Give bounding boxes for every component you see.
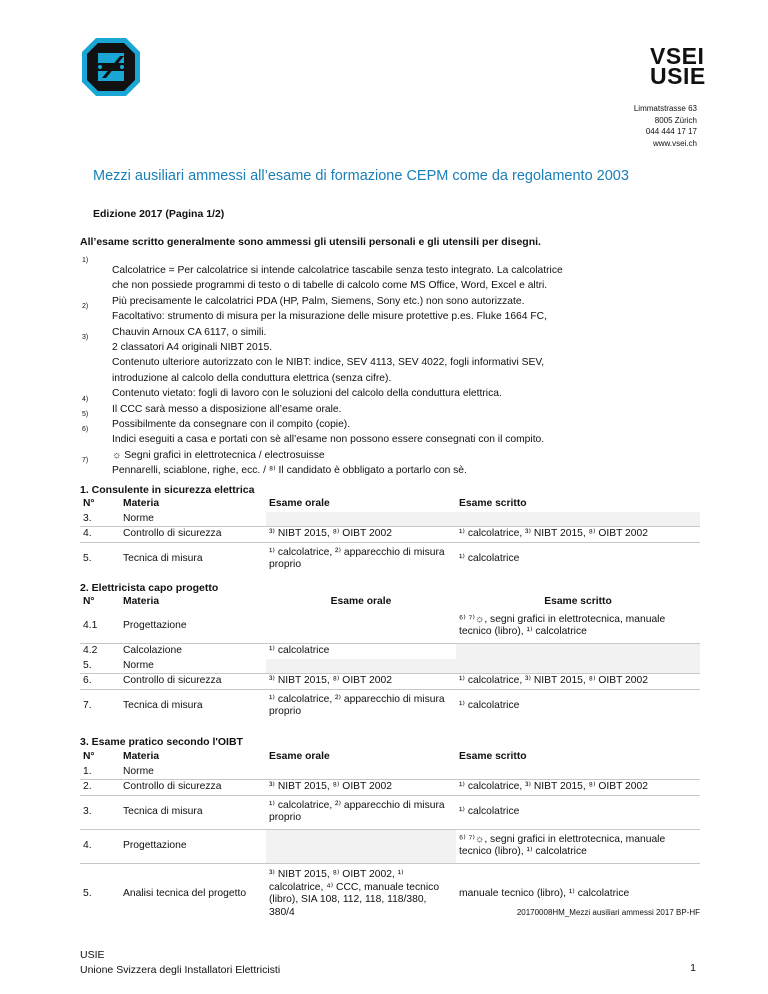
brand-wordmark (650, 43, 706, 89)
col-header-oral: Esame orale (269, 751, 330, 762)
row-subject: Controllo di sicurezza (120, 780, 266, 796)
row-written: ⁶⁾ ⁷⁾☼, segni grafici in elettrotecnica, manuale tecnico (libro), ¹⁾ calcolatrice (456, 610, 700, 644)
row-num: 1. (80, 765, 120, 780)
section-3-title: 3. Esame pratico secondo l'OIBT (80, 736, 243, 748)
row-oral (266, 610, 456, 644)
row-num: 5. (80, 659, 120, 674)
document-code: 20170008HM_Mezzi ausiliari ammessi 2017 BP-HF (516, 908, 700, 917)
section-2-table (80, 595, 700, 723)
row-num: 4. (80, 527, 120, 543)
footer-organization (80, 948, 280, 978)
address-city: 8005 Zürich (654, 115, 697, 125)
row-num: 5. (83, 553, 92, 564)
row-oral: ¹⁾ calcolatrice (269, 645, 330, 656)
brand-line-2: USIE (650, 63, 706, 89)
row-subject: Controllo di sicurezza (120, 674, 266, 690)
row-written: manuale tecnico (libro), ¹⁾ calcolatrice (459, 888, 630, 899)
row-oral (266, 659, 456, 674)
org-short-name: USIE (80, 949, 105, 961)
address-website: www.vsei.ch (652, 138, 697, 148)
row-subject: Norme (120, 512, 266, 527)
row-num: 3. (80, 795, 120, 829)
row-subject: Norme (120, 765, 266, 780)
footnotes-list (80, 257, 700, 479)
col-header-oral: Esame orale (330, 596, 392, 607)
section-3-table (80, 750, 700, 925)
row-subject: Calcolazione (123, 645, 182, 656)
row-written: ¹⁾ calcolatrice, ³⁾ NIBT 2015, ⁸⁾ OIBT 2002 (456, 674, 700, 690)
row-written: ¹⁾ calcolatrice (459, 700, 520, 711)
row-oral (266, 765, 456, 780)
row-num: 4.1 (80, 610, 120, 644)
section-1-table (80, 497, 700, 576)
address-street: Limmatstrasse 63 (633, 104, 697, 113)
row-oral: ³⁾ NIBT 2015, ⁸⁾ OIBT 2002 (266, 780, 456, 796)
row-subject: Tecnica di misura (120, 795, 266, 829)
col-header-written: Esame scritto (459, 751, 527, 762)
col-header-subject: Materia (123, 596, 160, 607)
section-1-title: 1. Consulente in sicurezza elettrica (80, 484, 255, 496)
intro-statement: All’esame scritto generalmente sono ammessi gli utensili personali e gli utensili per disegni. (80, 236, 541, 248)
row-written: ⁶⁾ ⁷⁾☼, segni grafici in elettrotecnica, manuale tecnico (libro), ¹⁾ calcolatrice (456, 829, 700, 863)
col-header-written: Esame scritto (459, 498, 527, 509)
row-written (456, 512, 700, 527)
col-header-subject: Materia (123, 751, 160, 762)
row-num: 3. (80, 512, 120, 527)
row-subject: Progettazione (120, 610, 266, 644)
col-header-num: N° (83, 498, 95, 509)
footnote-3: 3) 2 classatori A4 originali NIBT 2015. Contenuto ulteriore autorizzato con le NIBT: indice, SEV 4113, SEV 4022, fogli informativi SEV, introduzione al calcolo della conduttura elettrica (senza cifre). Contenuto vietato: fogli di lavoro con le soluzioni del calcolo della conduttura elettrica. (82, 334, 545, 400)
footnote-2: 2) Facoltativo: strumento di misura per la misurazione delle misure protettive p.es. Fluke 1664 FC, Chauvin Arnoux CA 6117, o simili. (82, 303, 547, 338)
row-written (456, 659, 700, 674)
footnote-4: 4) Il CCC sarà messo a disposizione all’esame orale. (82, 395, 342, 415)
row-written: ¹⁾ calcolatrice, ³⁾ NIBT 2015, ⁸⁾ OIBT 2002 (456, 527, 700, 543)
row-oral: ³⁾ NIBT 2015, ⁸⁾ OIBT 2002 (266, 674, 456, 690)
org-full-name: Unione Svizzera degli Installatori Elettricisti (80, 964, 281, 976)
document-title: Mezzi ausiliari ammessi all’esame di formazione CEPM come da regolamento 2003 (93, 168, 629, 184)
row-subject: Tecnica di misura (123, 700, 203, 711)
row-oral (266, 512, 456, 527)
row-oral: ³⁾ NIBT 2015, ⁸⁾ OIBT 2002 (266, 527, 456, 543)
row-written (456, 765, 700, 780)
row-written: ¹⁾ calcolatrice, ³⁾ NIBT 2015, ⁸⁾ OIBT 2002 (456, 780, 700, 796)
row-oral: ¹⁾ calcolatrice, ²⁾ apparecchio di misura proprio (269, 546, 445, 571)
address-phone: 044 444 17 17 (645, 127, 697, 136)
row-subject: Controllo di sicurezza (120, 527, 266, 543)
edition-line: Edizione 2017 (Pagina 1/2) (93, 208, 225, 220)
row-written: ¹⁾ calcolatrice (459, 553, 520, 564)
row-subject: Analisi tecnica del progetto (123, 888, 247, 899)
col-header-written: Esame scritto (544, 596, 612, 607)
row-oral: ¹⁾ calcolatrice, ²⁾ apparecchio di misura proprio (269, 693, 445, 718)
row-written: ¹⁾ calcolatrice (456, 795, 700, 829)
row-num: 7. (83, 700, 92, 711)
footnote-6: 6) Indici eseguiti a casa e portati con sè all’esame non possono essere consegnati con il compito. ☼ Segni grafici in elettrotecnica / electrosuisse (82, 426, 545, 461)
usie-logo (80, 36, 142, 98)
row-num: 2. (80, 780, 120, 796)
row-num: 4.2 (83, 645, 98, 656)
row-subject: Norme (120, 659, 266, 674)
address-block (634, 103, 697, 149)
footnote-1: 1) Calcolatrice = Per calcolatrice si intende calcolatrice tascabile senza testo integrato. La calcolatrice che non possiede programmi di testo o di tabelle di calcolo come MS Office, Word, Excel e altri. Più precisamente le calcolatrici PDA (HP, Palm, Siemens, Sony etc.) non sono autorizzate. (82, 257, 563, 307)
col-header-num: N° (83, 596, 95, 607)
row-num: 5. (83, 888, 92, 899)
footnote-5: 5) Possibilmente da consegnare con il compito (copie). (82, 411, 351, 431)
row-subject: Progettazione (120, 829, 266, 863)
row-subject: Tecnica di misura (123, 553, 203, 564)
row-oral (266, 829, 456, 863)
row-oral: ³⁾ NIBT 2015, ⁸⁾ OIBT 2002, ¹⁾ calcolatrice, ⁴⁾ CCC, manuale tecnico (libro), SIA 108, 112, 118, 118/380, 380/4 (269, 869, 440, 918)
page-number: 1 (690, 962, 696, 974)
row-written (456, 644, 700, 659)
footnote-7: 7) Pennarelli, sciablone, righe, ecc. / ⁸⁾ Il candidato è obbligato a portarlo con sè. (82, 457, 467, 477)
col-header-oral: Esame orale (269, 498, 330, 509)
col-header-num: N° (83, 751, 95, 762)
brand-line-1: VSEI (650, 43, 705, 69)
row-oral: ¹⁾ calcolatrice, ²⁾ apparecchio di misura proprio (266, 795, 456, 829)
row-num: 4. (80, 829, 120, 863)
col-header-subject: Materia (123, 498, 160, 509)
row-num: 6. (80, 674, 120, 690)
section-2-title: 2. Elettricista capo progetto (80, 582, 219, 594)
